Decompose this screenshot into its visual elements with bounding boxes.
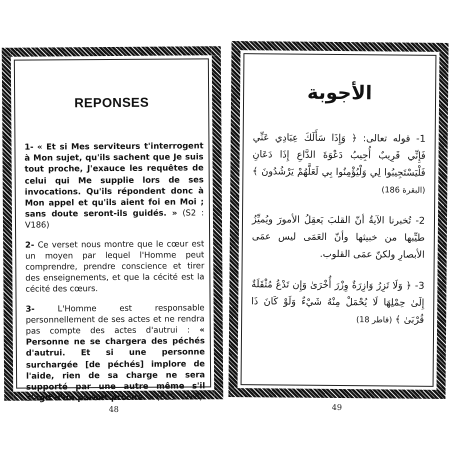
verse-reference: (فاطر 18) [356,315,393,325]
page-number: 49 [331,402,342,413]
answer-item-3 [26,302,206,404]
answer-text: L'Homme est responsable personnellement de ses actes et ne rendra pas compte des actes d'autrui : [25,302,205,336]
answer-number: 1- [24,141,34,152]
answer-number: 2- [415,215,426,227]
answer-item-1 [24,140,204,231]
answer-number: 3- [414,280,425,292]
verse-reference: (S35 : V18) [156,391,203,402]
answer-text: تُخبرنا الآيةُ أنّ القلبَ يَعقِلُ الأمورَ ويُميِّزُ طيِّبها من خبيثها وأنّ العَمَى ليس عمَى الأبصارِ ولكنّ عمَى القلوب. [251,214,425,261]
verse-reference: (S2 : V186) [24,207,204,231]
page-title-fr: REPONSES [74,94,150,111]
quran-quote: ﴿ وَلَا تَزِرُ وَازِرَةٌ وِزْرَ أُخْرَىٰ وَإِن تَدْعُ مُثْقَلَةٌ إِلَىٰ حِمْلِهَا لَا يُحْمَلْ مِنْهُ شَيْءٌ وَلَوْ كَانَ ذَا قُرْبَىٰ ﴾ [251,279,425,326]
answer-item-2 [252,211,425,264]
quran-quote: « Personne ne se chargera des péchés d'autrui. Et si une personne surchargée [de péchés] implore de l'aide, rien de sa charge ne sera supporté par une autre même s'il s'agit d'un parent proche. » [25,324,206,403]
answer-item-2 [25,238,204,295]
answer-item-1 [252,129,426,199]
answer-number: 1- [416,133,426,145]
verse-reference: (البقرة 186) [381,185,426,195]
page-number: 48 [108,404,119,415]
answers-fr [24,140,205,412]
answer-text: Ce verset nous montre que le cœur est un moyen par lequel l'Homme peut comprendre, prendre conscience et tirer des enseignements, et que la cécité est la cécité des cœurs. [25,237,205,295]
answer-number: 3- [25,303,35,314]
left-page [2,46,223,415]
quran-quote: قوله تعالى: ﴿ وَإِذَا سَأَلَكَ عِبَادِي عَنِّي فَإِنِّي قَرِيبٌ أُجِيبُ دَعْوَةَ الدَّاعِ إِذَا دَعَانِ فَلْيَسْتَجِيبُوا لِي وَلْيُؤْمِنُوا بِي لَعَلَّهُمْ يَرْشُدُونَ ﴾ [252,132,426,179]
answer-item-3 [251,276,424,329]
right-page [228,41,448,413]
page-title-ar: الأجوبة [307,81,373,105]
quran-quote: « Et si Mes serviteurs t'interrogent à Mon sujet, qu'ils sachent que Je suis tout proche, J'exauce les requêtes de celui qui Me supplie lors de ses invocations. Qu'ils répondent donc à Mon appel et qu'ils aient foi en Moi ; sans doute seront-ils guidés. » [24,140,204,219]
answers-ar [251,129,426,343]
answer-number: 2- [25,239,35,250]
